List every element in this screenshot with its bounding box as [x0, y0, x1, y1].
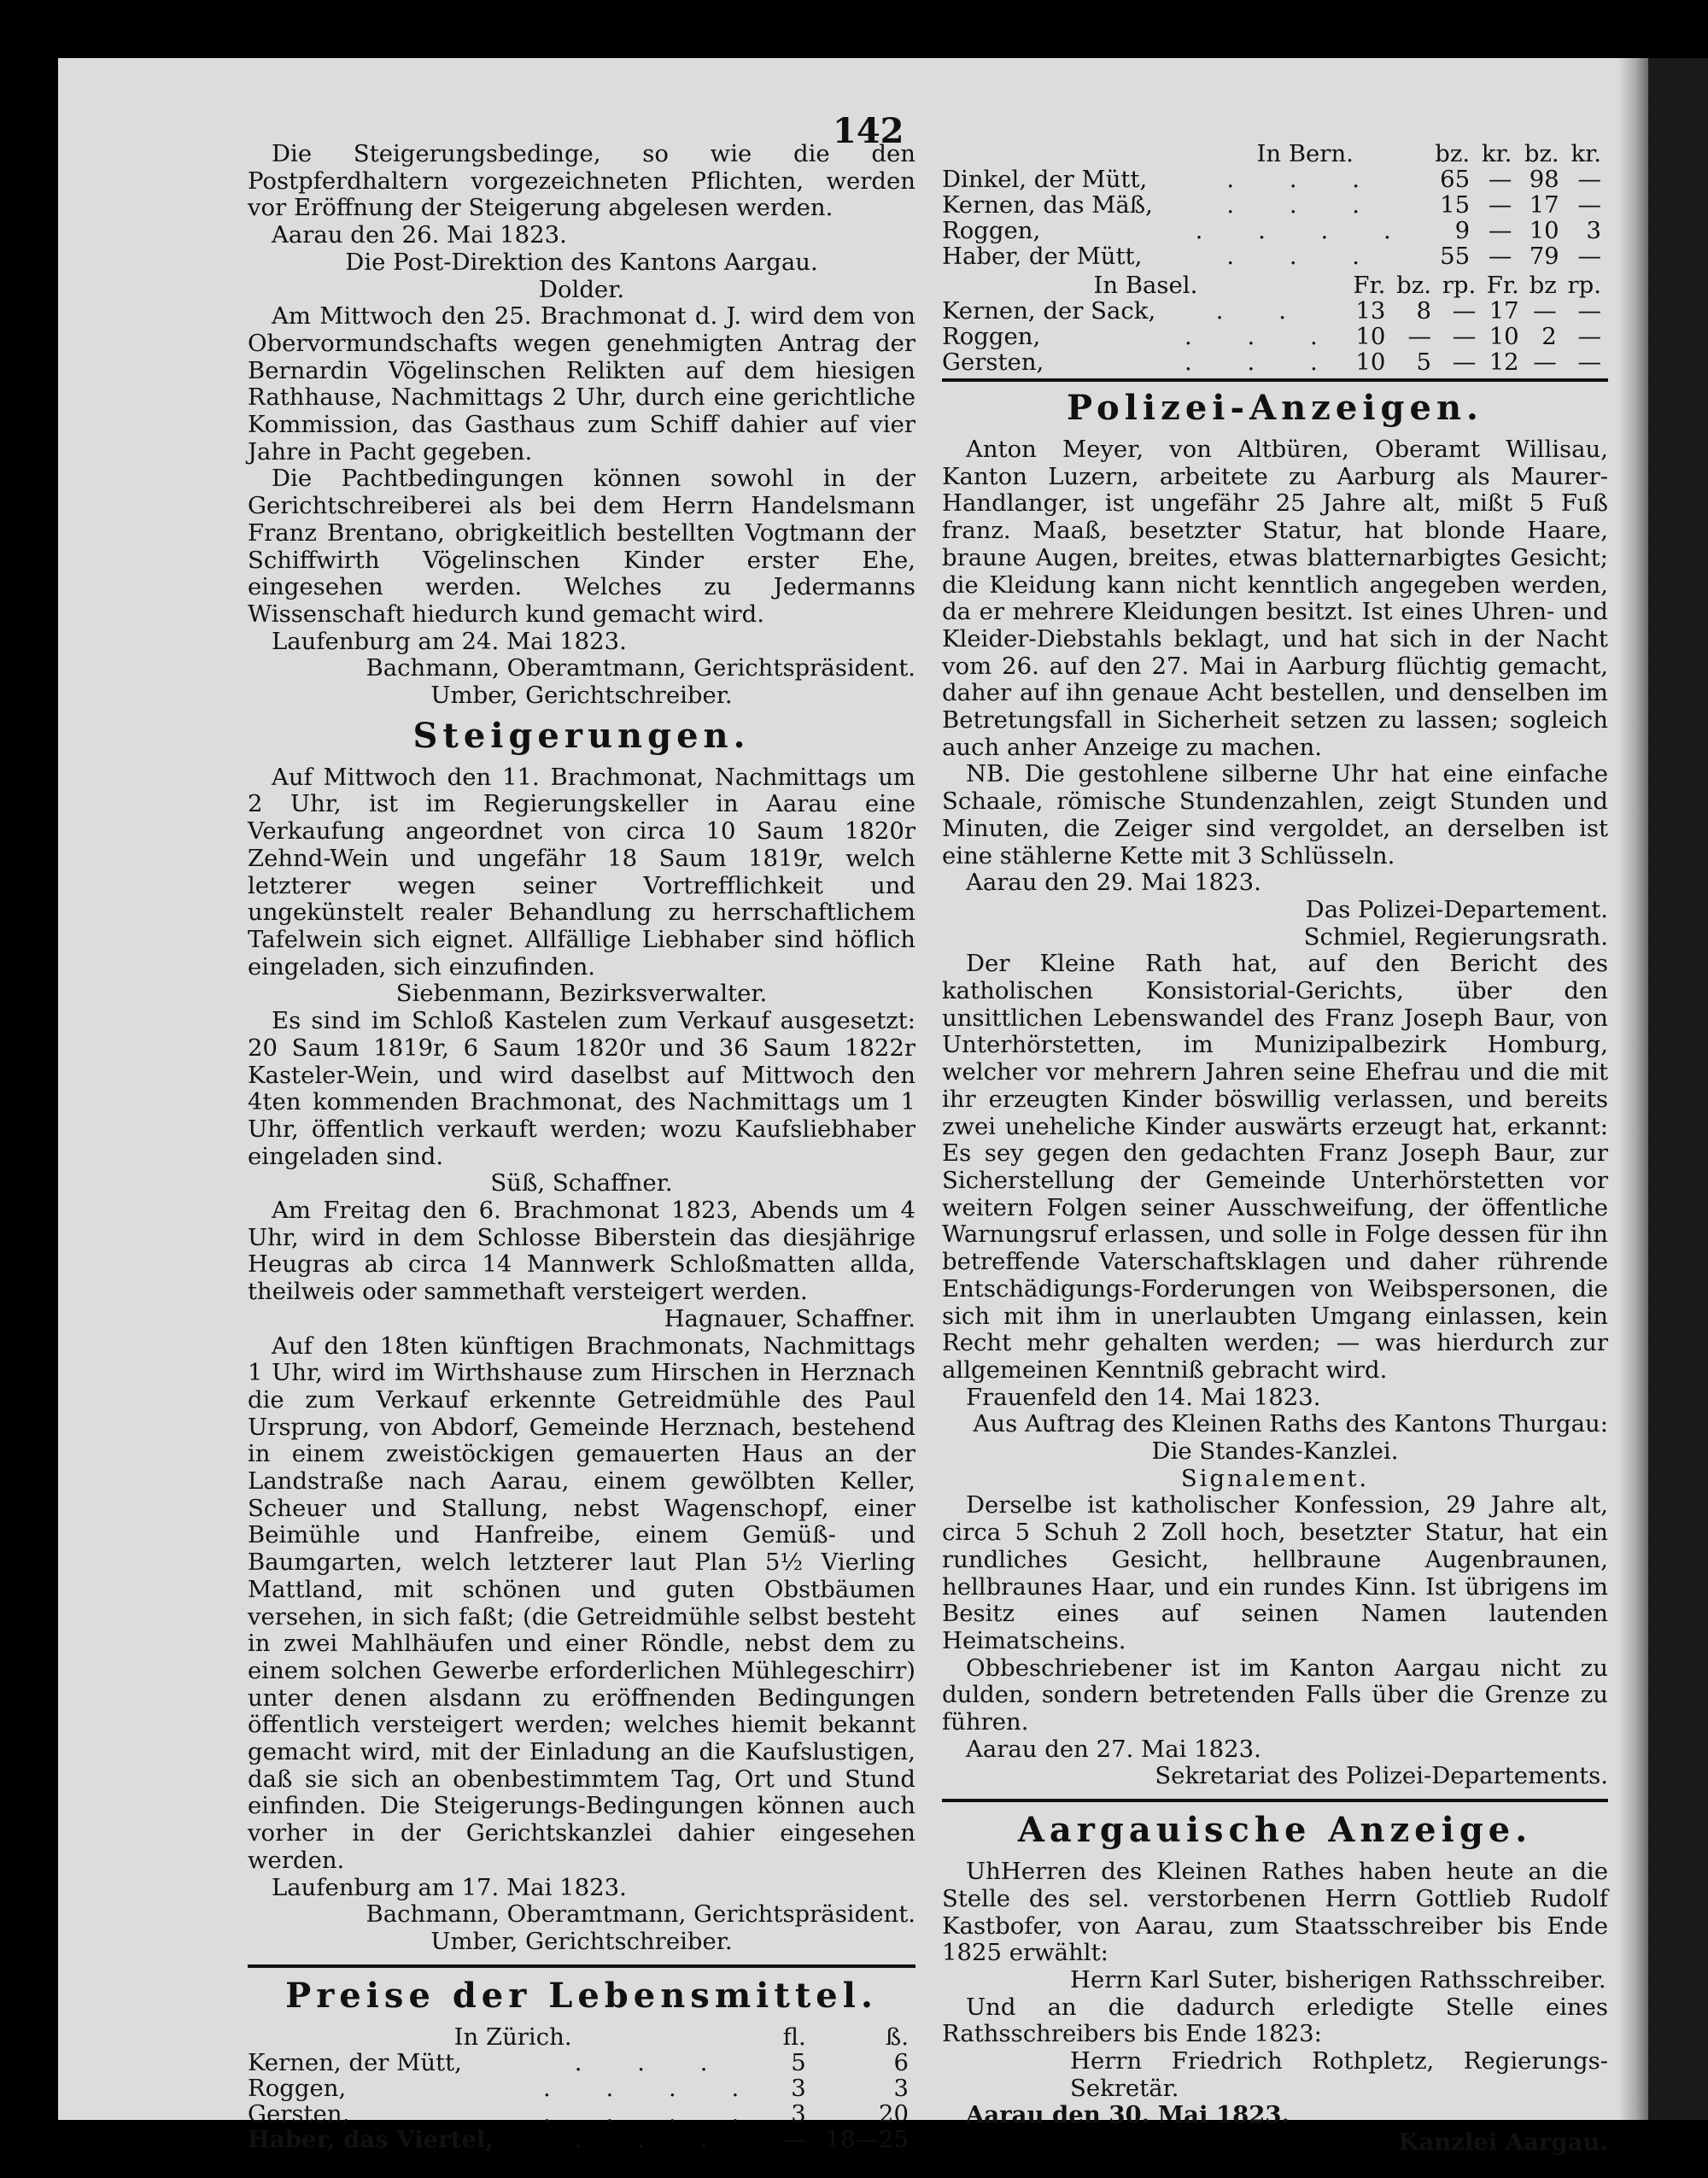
lease-signature-2: Umber, Gerichtschreiber. [430, 682, 733, 710]
bern-header: In Bern. [1256, 140, 1354, 167]
table-row: Haber, der Mütt, . . . 55 — 79 — [942, 243, 1601, 270]
signalement-heading: Signalement. [1180, 1464, 1370, 1492]
police-notice-nb: NB. Die gestohlene silberne Uhr hat eine einfache Schaale, römische Stundenzahlen, zeigt Stunden und Minuten, die Zeiger sind vergoldet, an derselben ist eine stählerne Kette mit 3 Schlüsseln. [942, 760, 1608, 869]
section-heading-polizei: Polizei-Anzeigen. [1067, 388, 1483, 428]
basel-header: In Basel. [1093, 272, 1198, 299]
right-column [942, 141, 1608, 2157]
aargau-appointee-1: Herrn Karl Suter, bisherigen Rathsschreiber. [1070, 1965, 1606, 1994]
police-notice-signature-2: Schmiel, Regierungsrath. [1303, 922, 1608, 951]
table-row: Roggen, . . . . 3 3 [248, 2074, 909, 2102]
price-table-bern: In Bern. bz. kr. bz. kr. Dinkel, der Mütt, . . . 65 — 98 — Kernen, das Mäß, . . . 15 — 17 — Roggen, . . . . 9 — 10 3 Haber, der Mütt, . . . 55 — 79 — [942, 141, 1608, 269]
table-row: Kernen, der Mütt, . . . 5 6 [248, 2048, 909, 2076]
aargau-appointee-2: Herrn Friedrich Rothpletz, Regierungs-Sekretär. [1070, 2047, 1608, 2102]
police-notice-baur: Der Kleine Rath hat, auf den Bericht des katholischen Konsistorial-Gerichts, über den unsittlichen Lebenswandel des Franz Joseph Baur, von Unterhörstetten, im Munizipalbezirk Homburg, welcher vor mehrern Jahren seine Ehefrau und die mit ihr erzeugten Kinder böswillig verlassen, und bereits zwei uneheliche Kinder auswärts erzeugt hat, erkannt: Es sey gegen den gedachten Franz Joseph Baur, zur Sicherstellung der Gemeinde Unterhörstetten vor weitern Folgen seiner Ausschweifung, der öffentliche Warnungsruf erlassen, und solle in Folge dessen für ihn betreffende Vaterschaftsklagen und daher rührende Entschädigungs-Forderungen von Weibspersonen, die sich mit ihm in unerlaubten Umgang einlassen, kein Recht mehr gehalten werden; — was hierdurch zur allgemeinen Kenntniß gebracht wird. [942, 950, 1608, 1384]
zurich-col-b: ß. [885, 2023, 909, 2051]
section-divider [942, 1799, 1608, 1802]
zurich-header: In Zürich. [453, 2023, 572, 2051]
auction-wine-kastelen-signature: Süß, Schaffner. [490, 1169, 673, 1197]
auction-hay-biberstein: Am Freitag den 6. Brachmonat 1823, Abends um 4 Uhr, wird in dem Schlosse Biberstein das diesjährige Heugras ab circa 14 Mannwerk Schloßmatten allda, theilweis oder sammethaft versteigert werden. [248, 1197, 915, 1306]
price-table-basel: In Basel. Fr. bz. rp. Fr. bz rp. Kernen, der Sack, . . 13 8 — 17 — — Roggen, . . . 10 — — 10 2 — Gersten, . . . 10 5 — 12 — — [942, 272, 1608, 375]
auction-wine-aarau-signature: Siebenmann, Bezirksverwalter. [395, 980, 768, 1008]
postal-notice-signer: Dolder. [538, 275, 625, 303]
price-table-zurich [248, 2024, 915, 2152]
table-row: Gersten, . . . . 3 20 [248, 2099, 909, 2128]
section-divider [248, 1964, 915, 1968]
auction-hay-signature: Hagnauer, Schaffner. [664, 1304, 915, 1332]
zurich-col-a: fl. [782, 2023, 806, 2051]
table-row: Roggen, . . . 10 — — 10 2 — [942, 323, 1601, 350]
lease-signature-1: Bachmann, Oberamtmann, Gerichtspräsident. [366, 654, 915, 682]
police-notice-baur-date: Frauenfeld den 14. Mai 1823. [966, 1383, 1321, 1411]
signalement-date: Aarau den 27. Mai 1823. [966, 1735, 1261, 1763]
table-row: Gersten, . . . 10 5 — 12 — — [942, 348, 1601, 376]
auction-mill-signature-2: Umber, Gerichtschreiber. [430, 1928, 733, 1955]
table-row: Roggen, . . . . 9 — 10 3 [942, 217, 1601, 244]
auction-wine-aarau: Auf Mittwoch den 11. Brachmonat, Nachmittags um 2 Uhr, ist im Regierungskeller in Aarau eine Verkaufung angeordnet von circa 10 Saum 1820r Zehnd-Wein und ungefähr 18 Saum 1819r, welch letzterer wegen seiner Vortrefflichkeit und ungekünstelt realer Behandlung zu herrschaftlichem Tafelwein sich eignet. Allfällige Liebhaber sind höflich eingeladen, sich einzufinden. [248, 763, 915, 981]
lease-conditions: Die Pachtbedingungen können sowohl in der Gerichtschreiberei als bei dem Herrn Handelsmann Franz Brentano, obrigkeitlich bestellten Vogtmann der Schiffwirth Vögelinschen Kinder erster Ehe, eingesehen werden. Welches zu Jedermanns Wissenschaft hiedurch kund gemacht wird. [248, 465, 915, 628]
police-notice-meyer: Anton Meyer, von Altbüren, Oberamt Willisau, Kanton Luzern, arbeitete zu Aarburg als Maurer-Handlanger, ist ungefähr 25 Jahre alt, mißt 5 Fuß franz. Maaß, besetzter Statur, hat blonde Haare, braune Augen, breites, etwas blatternarbigtes Gesicht; die Kleidung kann nicht kenntlich angegeben werden, da er mehrere Kleidungen besitzt. Ist eines Uhren- und Kleider-Diebstahls beklagt, und hat sich in der Nacht vom 26. auf den 27. Mai in Aarburg flüchtig gemacht, daher auf ihn genaue Acht bestellen, und denselben im Betretungsfall in Sicherheit setzen zu lassen; sogleich auch anher Anzeige zu machen. [942, 436, 1608, 761]
signalement-order: Obbeschriebener ist im Kanton Aargau nicht zu dulden, sondern betretenden Falls über die Grenze zu führen. [942, 1654, 1608, 1736]
section-heading-aargau: Aargauische Anzeige. [1017, 1810, 1533, 1851]
left-column [248, 141, 915, 2152]
police-notice-baur-signature-2: Die Standes-Kanzlei. [1151, 1437, 1399, 1466]
section-heading-steigerungen: Steigerungen. [412, 715, 751, 756]
section-divider [942, 378, 1608, 382]
signalement-description: Derselbe ist katholischer Konfession, 29 Jahre alt, circa 5 Schuh 2 Zoll hoch, besetzter Statur, hat ein rundliches Gesicht, hellbraune Augenbraunen, hellbraunes Haar, und ein rundes Kinn. Ist übrigens im Besitz eines auf seinen Namen lautenden Heimatscheins. [942, 1491, 1608, 1654]
postal-notice: Die Steigerungsbedinge, so wie die den Postpferdhaltern vorgezeichneten Pflichten, werden vor Eröffnung der Steigerung abgelesen werden. [248, 140, 915, 222]
section-heading-preise: Preise der Lebensmittel. [285, 1975, 878, 2016]
table-row: Kernen, das Mäß, . . . 15 — 17 — [942, 191, 1601, 219]
page-number: 142 [833, 111, 904, 151]
aargau-date: Aarau den 30. Mai 1823. [966, 2101, 1290, 2129]
page-binding-shadow [1618, 58, 1648, 2120]
postal-notice-signature: Die Post-Direktion des Kantons Aargau. [345, 248, 818, 276]
police-notice-date: Aarau den 29. Mai 1823. [966, 869, 1261, 897]
table-row: Dinkel, der Mütt, . . . 65 — 98 — [942, 166, 1601, 193]
auction-mill-herznach: Auf den 18ten künftigen Brachmonats, Nachmittags 1 Uhr, wird im Wirthshause zum Hirschen in Herznach die zum Verkauf erkennte Getreidmühle des Paul Ursprung, von Abdorf, Gemeinde Herznach, bestehend in einem zweistöckigen gemauerten Haus an der Landstraße nach Aarau, einem gewölbten Keller, Scheuer und Stallung, nebst Wagenschopf, einer Beimühle und Hanfreibe, einem Gemüß- und Baumgarten, welch letzterer laut Plan 5½ Vierling Mattland, mit schönen und guten Obstbäumen versehen, in sich faßt; (die Getreidmühle selbst besteht in zwei Mahlhäufen und einer Röndle, nebst dem zu einem solchen Gewerbe erforderlichen Mühlegeschirr) unter denen alsdann zu eröffnenden Bedingungen öffentlich versteigert werden; welches hiemit bekannt gemacht wird, mit der Einladung an die Kaufslustigen, daß sie sich an obenbestimmtem Tag, Ort und Stund einfinden. Die Steigerungs-Bedingungen können auch vorher in der Gerichtskanzlei dahier eingesehen werden. [248, 1332, 915, 1874]
auction-mill-date: Laufenburg am 17. Mai 1823. [272, 1873, 627, 1901]
lease-date: Laufenburg am 24. Mai 1823. [272, 627, 627, 655]
table-row: Kernen, der Sack, . . 13 8 — 17 — — [942, 297, 1601, 325]
police-notice-signature-1: Das Polizei-Departement. [1305, 895, 1608, 923]
signalement-signature: Sekretariat des Polizei-Departements. [1155, 1762, 1608, 1790]
scan-border [1648, 58, 1708, 2120]
lease-notice: Am Mittwoch den 25. Brachmonat d. J. wird dem von Obervormundschafts wegen genehmigten Antrag der Bernardin Vögelinschen Relikten auf dem hiesigen Rathhause, Nachmittags 2 Uhr, durch eine gerichtliche Kommission, das Gasthaus zum Schiff dahier auf vier Jahre in Pacht gegeben. [248, 302, 915, 465]
table-row: Haber, das Viertel, . . . — 18—25 [248, 2125, 909, 2153]
aargau-notice-2: Und an die dadurch erledigte Stelle eines Rathsschreibers bis Ende 1823: [942, 1993, 1608, 2048]
aargau-signature: Kanzlei Aargau. [1398, 2128, 1608, 2157]
police-notice-baur-signature-1: Aus Auftrag des Kleinen Raths des Kantons Thurgau: [973, 1410, 1608, 1438]
aargau-notice: UhHerren des Kleinen Rathes haben heute an die Stelle des sel. verstorbenen Herrn Gottlieb Rudolf Kastbofer, von Aarau, zum Staatsschreiber bis Ende 1825 erwählt: [942, 1858, 1608, 1967]
auction-mill-signature-1: Bachmann, Oberamtmann, Gerichtspräsident. [366, 1900, 915, 1929]
postal-notice-date: Aarau den 26. Mai 1823. [272, 221, 567, 249]
auction-wine-kastelen: Es sind im Schloß Kastelen zum Verkauf ausgesetzt: 20 Saum 1819r, 6 Saum 1820r und 36 Saum 1822r Kasteler-Wein, und wird daselbst auf Mittwoch den 4ten kommenden Brachmonat, des Nachmittags um 1 Uhr, öffentlich verkauft werden; wozu Kaufsliebhaber eingeladen sind. [248, 1007, 915, 1170]
